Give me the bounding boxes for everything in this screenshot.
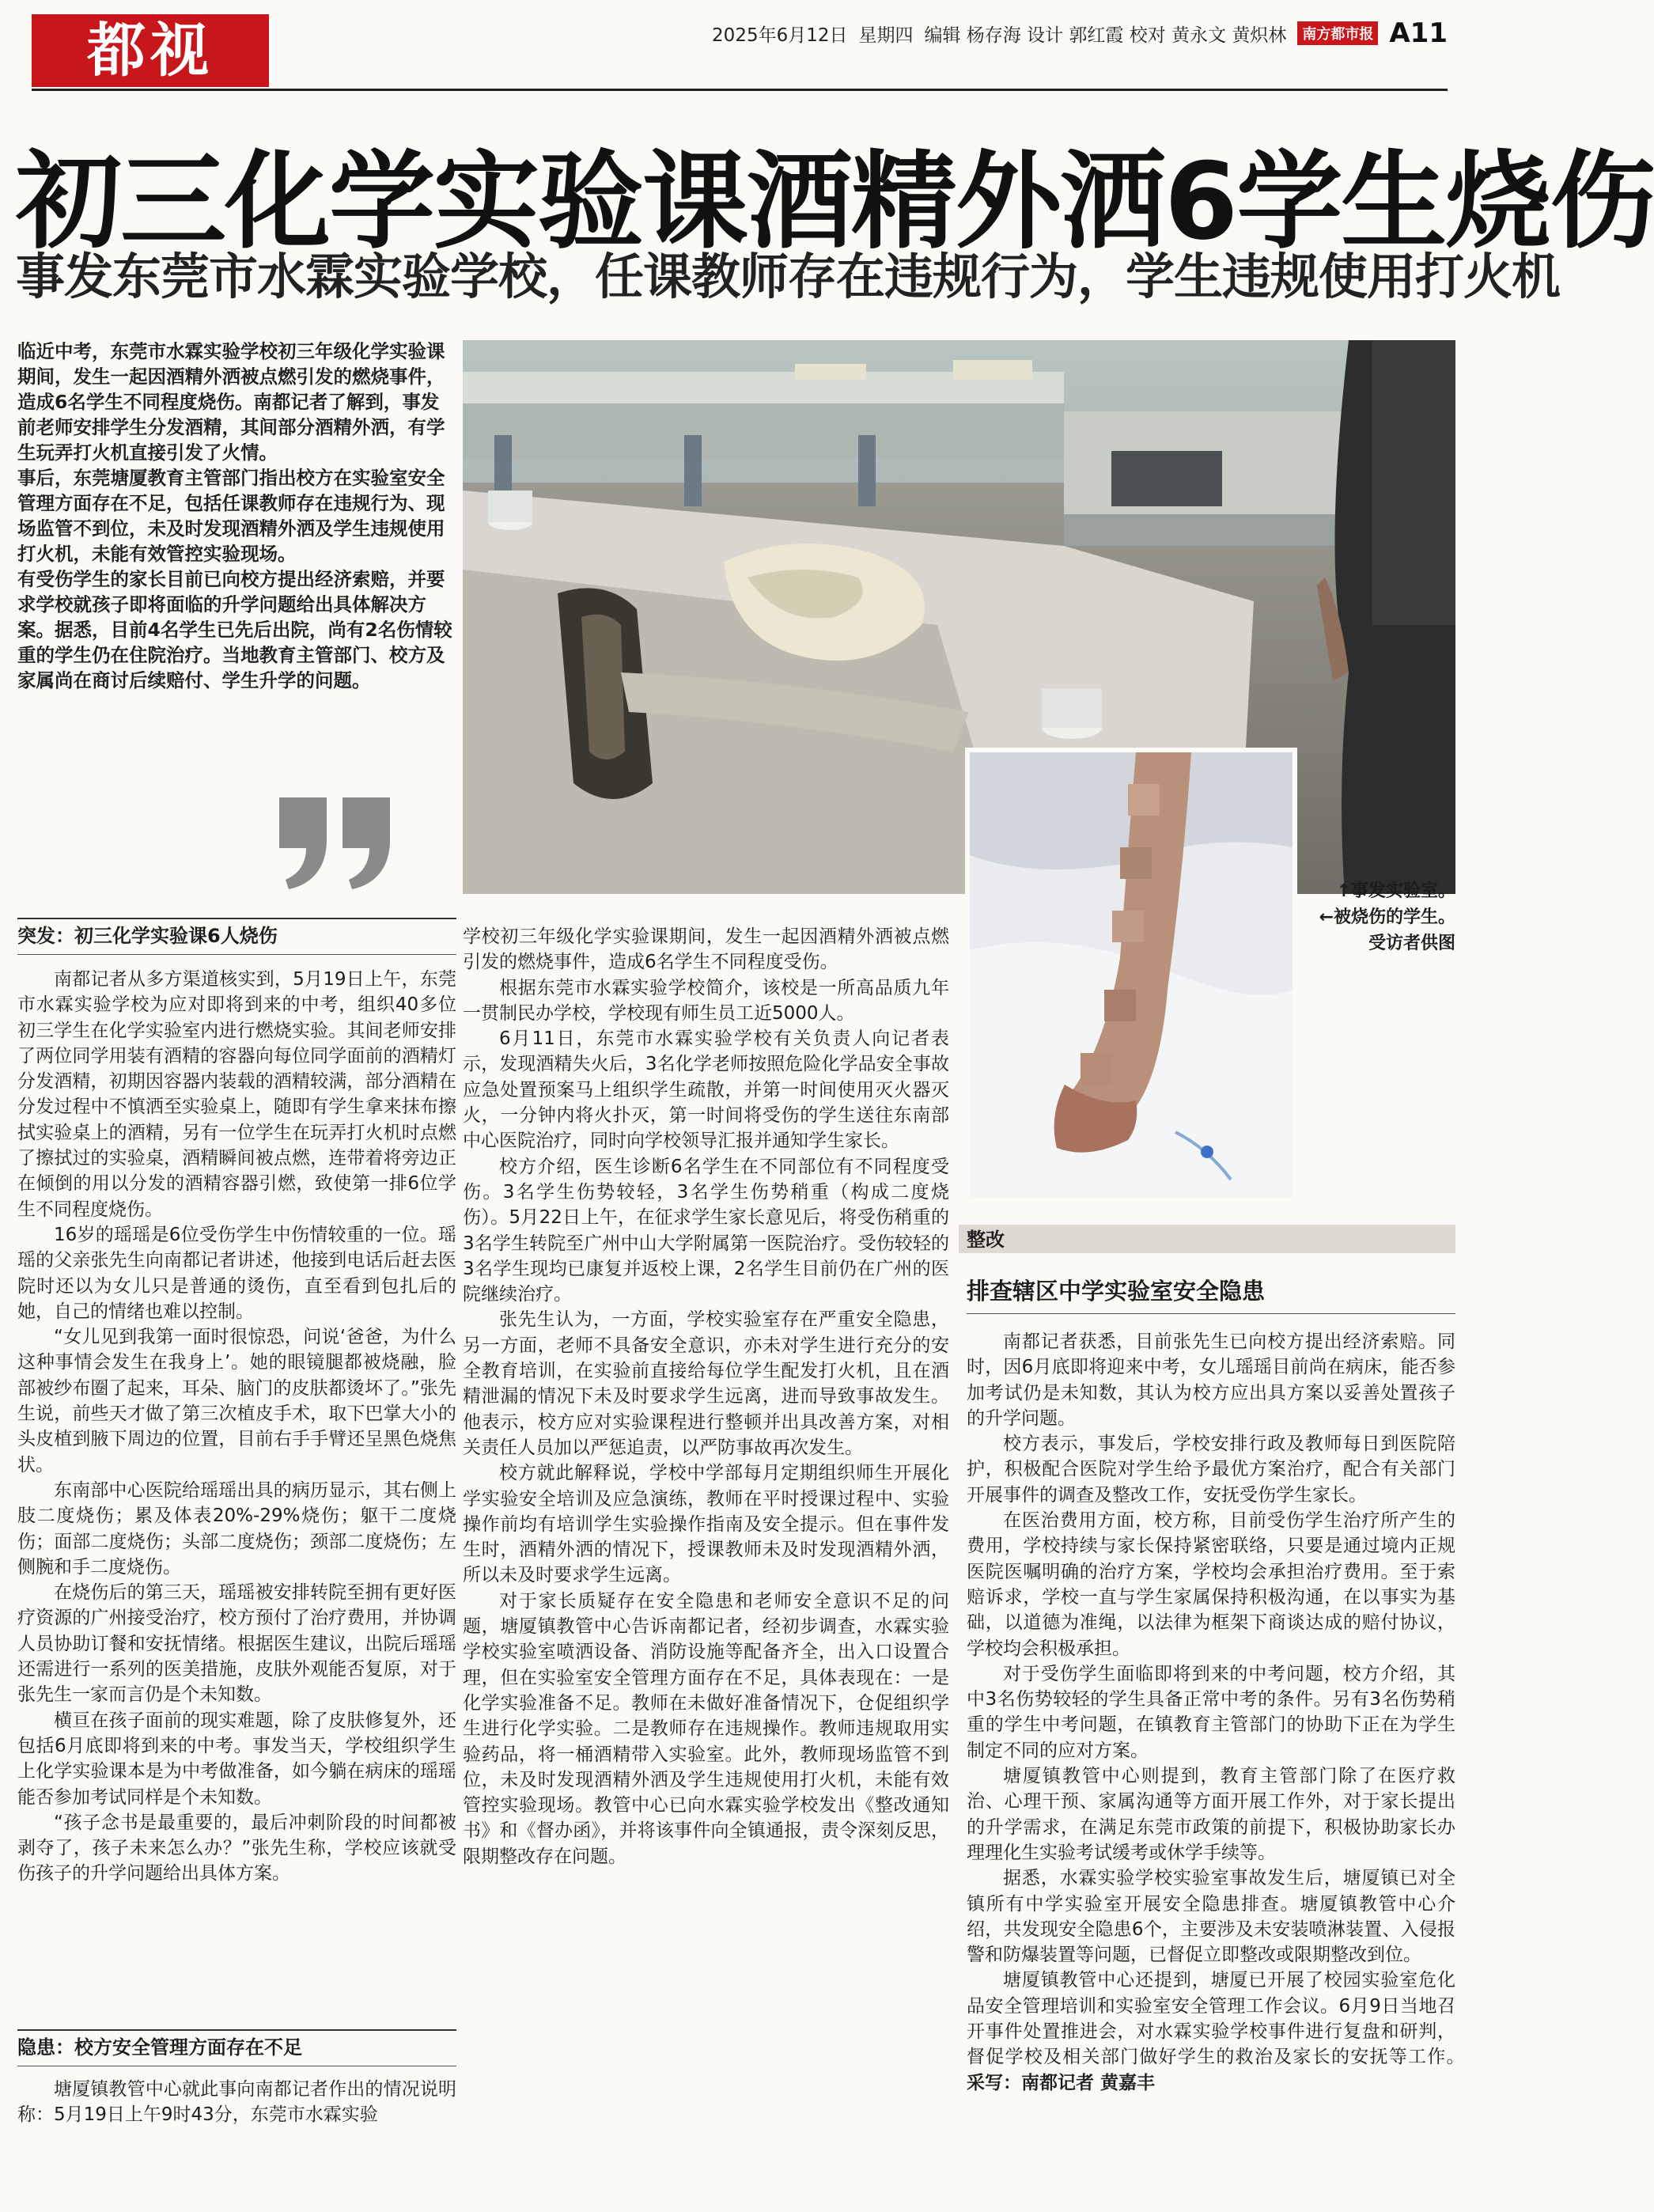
section2-rule-top xyxy=(17,2029,456,2031)
photo-caption xyxy=(1313,878,1455,957)
issue-date: 2025年6月12日 xyxy=(712,25,848,46)
lab-photo-illustration xyxy=(463,340,1455,894)
summary-paragraph: 事后，东莞塘厦教育主管部门指出校方在实验室安全管理方面存在不足，包括任课教师存在违规行为、现场监管不到位，未及时发现酒精外洒及学生违规使用打火机，未能有效管控实验现场。 xyxy=(17,467,445,565)
section1-rule-bottom xyxy=(17,954,456,955)
paper-logo: 南方都市报 xyxy=(1297,21,1378,45)
body-paragraph: 南都记者从多方渠道核实到，5月19日上午，东莞市水霖实验学校为应对即将到来的中考，组织40多位初三学生在化学实验室内进行燃烧实验。其间老师安排了两位同学用装有酒精的容器向每位同学面前的酒精灯分发酒精，初期因容器内装载的酒精较满，部分酒精在分发过程中不慎洒至实验桌上，随即有学生拿来抹布擦拭实验桌上的酒精，另有一位学生在玩弄打火机时点燃了擦拭过的实验桌，酒精瞬间被点燃，连带着将旁边正在倾倒的用以分发的酒精容器引燃，致使第一排6位学生不同程度烧伤。 xyxy=(17,969,456,1220)
issue-weekday: 星期四 xyxy=(858,25,914,46)
body-paragraph: 校方就此解释说，学校中学部每月定期组织师生开展化学实验安全培训及应急演练，教师在平时授课过程中、实验操作前均有培训学生实验操作指南及安全提示。但在事件发生时，酒精外洒的情况下，授课教师未及时发现酒精外洒，所以未及时要求学生远离。 xyxy=(463,1463,949,1586)
section3-rule xyxy=(967,1313,1455,1314)
page-number: A11 xyxy=(1389,17,1448,49)
byline: 采写：南都记者 黄嘉丰 xyxy=(967,2072,1156,2093)
body-paragraph: 在烧伤后的第三天，瑶瑶被安排转院至拥有更好医疗资源的广州接受治疗，校方预付了治疗费用，并协调人员协助订餐和安抚情绪。根据医生建议，出院后瑶瑶还需进行一系列的医美措施，皮肤外观能否复原，对于张先生一家而言仍是个未知数。 xyxy=(17,1582,456,1706)
section2-heading: 隐患：校方安全管理方面存在不足 xyxy=(17,2036,302,2059)
sub-headline: 事发东莞市水霖实验学校，任课教师存在违规行为，学生违规使用打火机 xyxy=(16,248,1561,305)
body-paragraph: 6月11日，东莞市水霖实验学校有关负责人向记者表示，发现酒精失火后，3名化学老师按照危险化学品安全事故应急处置预案马上组织学生疏散，并第一时间使用灭火器灭火，一分钟内将火扑灭，第一时间将受伤的学生送往东南部中心医院治疗，同时向学校领导汇报并通知学生家长。 xyxy=(463,1028,949,1152)
main-headline: 初三化学实验课酒精外洒6学生烧伤 xyxy=(16,140,1654,263)
body-paragraph: 在医治费用方面，校方称，目前受伤学生治疗所产生的费用，学校持续与家长保持紧密联络，只要是通过境内正规医院医嘱明确的治疗方案，学校均会承担治疗费用。至于索赔诉求，学校一直与学生家属保持积极沟通，在以事实为基础，以道德为准绳，以法律为框架下商谈达成的赔付协议，学校均会积极承担。 xyxy=(967,1510,1455,1659)
quote-mark-icon xyxy=(273,791,399,894)
editor-credits: 编辑 杨存海 设计 郭红霞 校对 黄永文 黄炽林 xyxy=(924,25,1287,46)
body-paragraph: 校方介绍，医生诊断6名学生在不同部位有不同程度受伤。3名学生伤势较轻，3名学生伤势稍重（构成二度烧伤）。5月22日上午，在征求学生家长意见后，将受伤稍重的3名学生转院至广州中山大学附属第一医院治疗。受伤较轻的3名学生现均已康复并返校上课，2名学生目前仍在广州的医院继续治疗。 xyxy=(463,1156,949,1305)
body-paragraph: 据悉，水霖实验学校实验室事故发生后，塘厦镇已对全镇所有中学实验室开展安全隐患排查。塘厦镇教管中心介绍，共发现安全隐患6个，主要涉及未安装喷淋装置、入侵报警和防爆装置等问题，已督促立即整改或限期整改到位。 xyxy=(967,1868,1455,1966)
body-paragraph: 对于受伤学生面临即将到来的中考问题，校方介绍，其中3名伤势较轻的学生具备正常中考的条件。另有3名伤势稍重的学生中考问题，在镇教育主管部门的协助下正在为学生制定不同的应对方案。 xyxy=(967,1663,1455,1761)
section2-body xyxy=(17,2077,456,2128)
section3-body xyxy=(967,1329,1455,2096)
section-badge: 都视 xyxy=(32,14,269,87)
caption-student: ←被烧伤的学生。 xyxy=(1319,907,1455,927)
body-paragraph: “孩子念书是最重要的，最后冲刺阶段的时间都被剥夺了，孩子未来怎么办？”张先生称，学校应该就受伤孩子的升学问题给出具体方案。 xyxy=(17,1812,456,1884)
caption-lab: ↑事发实验室。 xyxy=(1336,881,1455,901)
body-paragraph xyxy=(967,1968,1455,2095)
body-paragraph: 对于家长质疑存在安全隐患和老师安全意识不足的问题，塘厦镇教管中心告诉南都记者，经初步调查，水霖实验学校实验室喷洒设备、消防设施等配备齐全，出入口设置合理，但在实验室安全管理方面存在不足，具体表现在：一是化学实验准备不足。教师在未做好准备情况下，仓促组织学生进行化学实验。二是教师存在违规操作。教师违规取用实验药品，将一桶酒精带入实验室。此外，教师现场监管不到位，未及时发现酒精外洒及学生违规使用打火机，未能有效管控实验现场。教管中心已向水霖实验学校发出《整改通知书》和《督办函》，并将该事件向全镇通报，责令深刻反思，限期整改存在问题。 xyxy=(463,1590,949,1867)
section3-label-bar xyxy=(959,1225,1455,1253)
summary-paragraph: 有受伤学生的家长目前已向校方提出经济索赔，并要求学校就孩子即将面临的升学问题给出具体解决方案。据悉，目前4名学生已先后出院，尚有2名伤情较重的学生仍在住院治疗。当地教育主管部门、校方及家属尚在商讨后续赔付、学生升学的问题。 xyxy=(17,568,452,691)
section1-body xyxy=(17,967,456,1887)
header-meta xyxy=(712,17,1448,49)
body-paragraph: 塘厦镇教管中心就此事向南都记者作出的情况说明称：5月19日上午9时43分，东莞市水霖实验 xyxy=(17,2079,456,2126)
summary-paragraph: 临近中考，东莞市水霖实验学校初三年级化学实验课期间，发生一起因酒精外洒被点燃引发的燃烧事件，造成6名学生不同程度烧伤。南都记者了解到，事发前老师安排学生分发酒精，其间部分酒精外洒，有学生玩弄打火机直接引发了火情。 xyxy=(17,340,445,464)
injured-student-photo xyxy=(965,748,1297,1203)
section3-label: 整改 xyxy=(967,1229,1005,1251)
lab-photo xyxy=(463,340,1455,894)
body-paragraph: 横亘在孩子面前的现实难题，除了皮肤修复外，还包括6月底即将到来的中考。事发当天，学校组织学生上化学实验课本是为中考做准备，如今躺在病床的瑶瑶能否参加考试同样是个未知数。 xyxy=(17,1710,456,1808)
body-paragraph: 张先生认为，一方面，学校实验室存在严重安全隐患，另一方面，老师不具备安全意识，亦未对学生进行充分的安全教育培训，在实验前直接给每位学生配发打火机，且在酒精泄漏的情况下未及时要求学生远离，进而导致事故发生。他表示，校方应对实验课程进行整顿并出具改善方案，对相关责任人员加以严惩追责，以严防事故再次发生。 xyxy=(463,1309,949,1458)
last-paragraph-text: 塘厦镇教管中心还提到，塘厦已开展了校园实验室危化品安全管理培训和实验室安全管理工作会议。6月9日当地召开事件处置推进会，对水霖实验学校事件进行复盘和研判，督促学校及相关部门做好学生的救治及家长的安抚等工作。 xyxy=(967,1970,1455,2068)
section1-rule-top xyxy=(17,918,456,919)
body-paragraph: 南都记者获悉，目前张先生已向校方提出经济索赔。同时，因6月底即将迎来中考，女儿瑶瑶目前尚在病床，能否参加考试仍是未知数，其认为校方应出具方案以妥善处置孩子的升学问题。 xyxy=(967,1331,1455,1429)
header-rule xyxy=(32,89,1448,91)
body-paragraph: 校方表示，事发后，学校安排行政及教师每日到医院陪护，积极配合医院对学生给予最优方案治疗，配合有关部门开展事件的调查及整改工作，安抚受伤学生家长。 xyxy=(967,1434,1455,1506)
caption-credit: 受访者供图 xyxy=(1368,934,1455,953)
body-paragraph: 东南部中心医院给瑶瑶出具的病历显示，其右侧上肢二度烧伤；累及体表20%-29%烧伤；躯干二度烧伤；面部二度烧伤；头部二度烧伤；颈部二度烧伤；左侧腕和手二度烧伤。 xyxy=(17,1479,456,1578)
injured-arm-illustration xyxy=(970,752,1293,1198)
section1-heading: 突发：初三化学实验课6人烧伤 xyxy=(17,925,278,947)
body-paragraph: 塘厦镇教管中心则提到，教育主管部门除了在医疗救治、心理干预、家属沟通等方面开展工作外，对于家长提出的升学需求，在满足东莞市政策的前提下，积极协助家长办理理化生实验考试缓考或休学手续等。 xyxy=(967,1766,1455,1863)
article-summary xyxy=(17,339,456,805)
body-paragraph: 根据东莞市水霖实验学校简介，该校是一所高品质九年一贯制民办学校，学校现有师生员工近5000人。 xyxy=(463,977,949,1024)
body-paragraph: 学校初三年级化学实验课期间，发生一起因酒精外洒被点燃引发的燃烧事件，造成6名学生不同程度受伤。 xyxy=(463,926,949,973)
section3-headline: 排查辖区中学实验室安全隐患 xyxy=(967,1278,1266,1305)
body-paragraph: “女儿见到我第一面时很惊恐，问说‘爸爸，为什么这种事情会发生在我身上’。她的眼镜腿都被烧融，脸部被纱布圈了起来，耳朵、脑门的皮肤都烫坏了。”张先生说，前些天才做了第三次植皮手术，取下巴掌大小的头皮植到腋下周边的位置，目前右手手臂还呈黑色烧焦状。 xyxy=(17,1327,456,1475)
body-paragraph: 16岁的瑶瑶是6位受伤学生中伤情较重的一位。瑶瑶的父亲张先生向南都记者讲述，他接到电话后赶去医院时还以为女儿只是普通的烫伤，直至看到包扎后的她，自己的情绪也难以控制。 xyxy=(17,1224,456,1322)
middle-column xyxy=(463,924,949,1869)
